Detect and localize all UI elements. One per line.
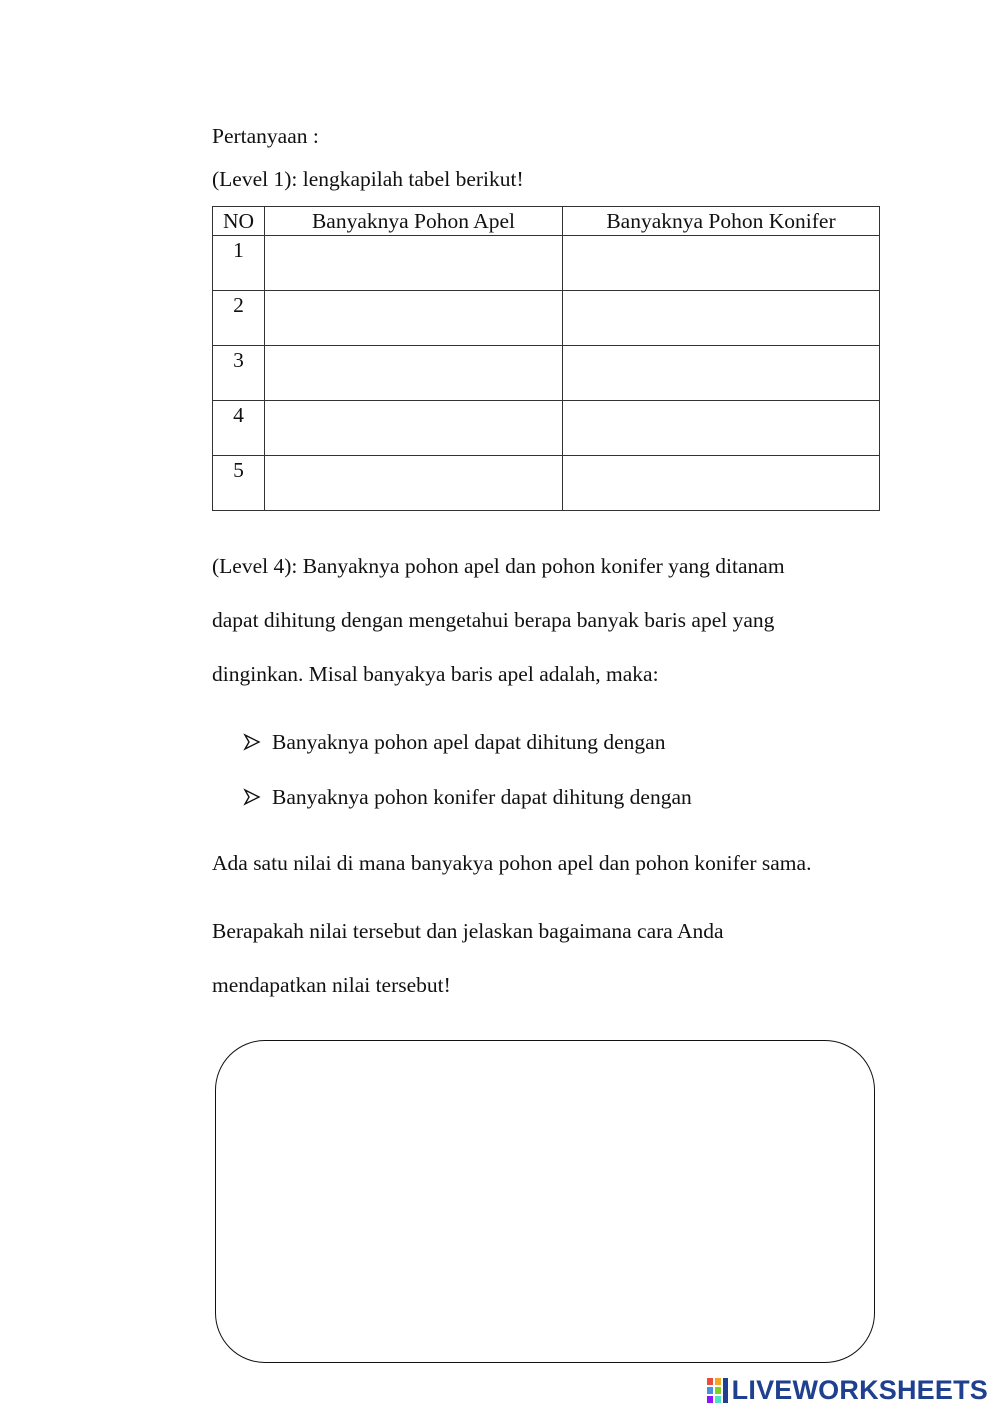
row-number: 1 — [213, 236, 265, 291]
bullet-item — [243, 784, 692, 810]
apel-answer-cell[interactable] — [265, 346, 563, 401]
liveworksheets-logo-icon — [706, 1376, 730, 1404]
table-row — [213, 401, 880, 456]
bullet-text: Banyaknya pohon konifer dapat dihitung dengan — [272, 785, 692, 809]
konifer-answer-cell[interactable] — [563, 291, 880, 346]
table-header-row — [213, 207, 880, 236]
table-row — [213, 236, 880, 291]
konifer-answer-cell[interactable] — [563, 346, 880, 401]
apel-answer-cell[interactable] — [265, 291, 563, 346]
table-row — [213, 456, 880, 511]
question-line: mendapatkan nilai tersebut! — [212, 973, 451, 997]
answer-table — [212, 206, 880, 511]
level1-instruction: (Level 1): lengkapilah tabel berikut! — [212, 167, 524, 191]
header-no: NO — [213, 207, 265, 236]
level4-text-line: dapat dihitung dengan mengetahui berapa banyak baris apel yang — [212, 608, 775, 632]
apel-answer-cell[interactable] — [265, 456, 563, 511]
bullet-text: Banyaknya pohon apel dapat dihitung dengan — [272, 730, 666, 754]
level4-text-line: (Level 4): Banyaknya pohon apel dan pohon konifer yang ditanam — [212, 554, 785, 578]
row-number: 4 — [213, 401, 265, 456]
row-number: 2 — [213, 291, 265, 346]
level4-text-line: dinginkan. Misal banyakya baris apel adalah, maka: — [212, 662, 659, 686]
header-konifer: Banyaknya Pohon Konifer — [563, 207, 880, 236]
equal-statement: Ada satu nilai di mana banyakya pohon apel dan pohon konifer sama. — [212, 851, 812, 875]
answer-box[interactable] — [215, 1040, 875, 1363]
row-number: 3 — [213, 346, 265, 401]
row-number: 5 — [213, 456, 265, 511]
konifer-answer-cell[interactable] — [563, 456, 880, 511]
apel-answer-cell[interactable] — [265, 401, 563, 456]
question-heading: Pertanyaan : — [212, 124, 319, 148]
konifer-answer-cell[interactable] — [563, 401, 880, 456]
arrow-bullet-icon — [243, 733, 261, 751]
konifer-answer-cell[interactable] — [563, 236, 880, 291]
question-line: Berapakah nilai tersebut dan jelaskan bagaimana cara Anda — [212, 919, 724, 943]
bullet-item — [243, 729, 665, 755]
arrow-bullet-icon — [243, 788, 261, 806]
apel-answer-cell[interactable] — [265, 236, 563, 291]
header-apel: Banyaknya Pohon Apel — [265, 207, 563, 236]
liveworksheets-logo — [706, 1373, 988, 1407]
brand-text: LIVEWORKSHEETS — [731, 1375, 988, 1405]
table-row — [213, 291, 880, 346]
table-row — [213, 346, 880, 401]
